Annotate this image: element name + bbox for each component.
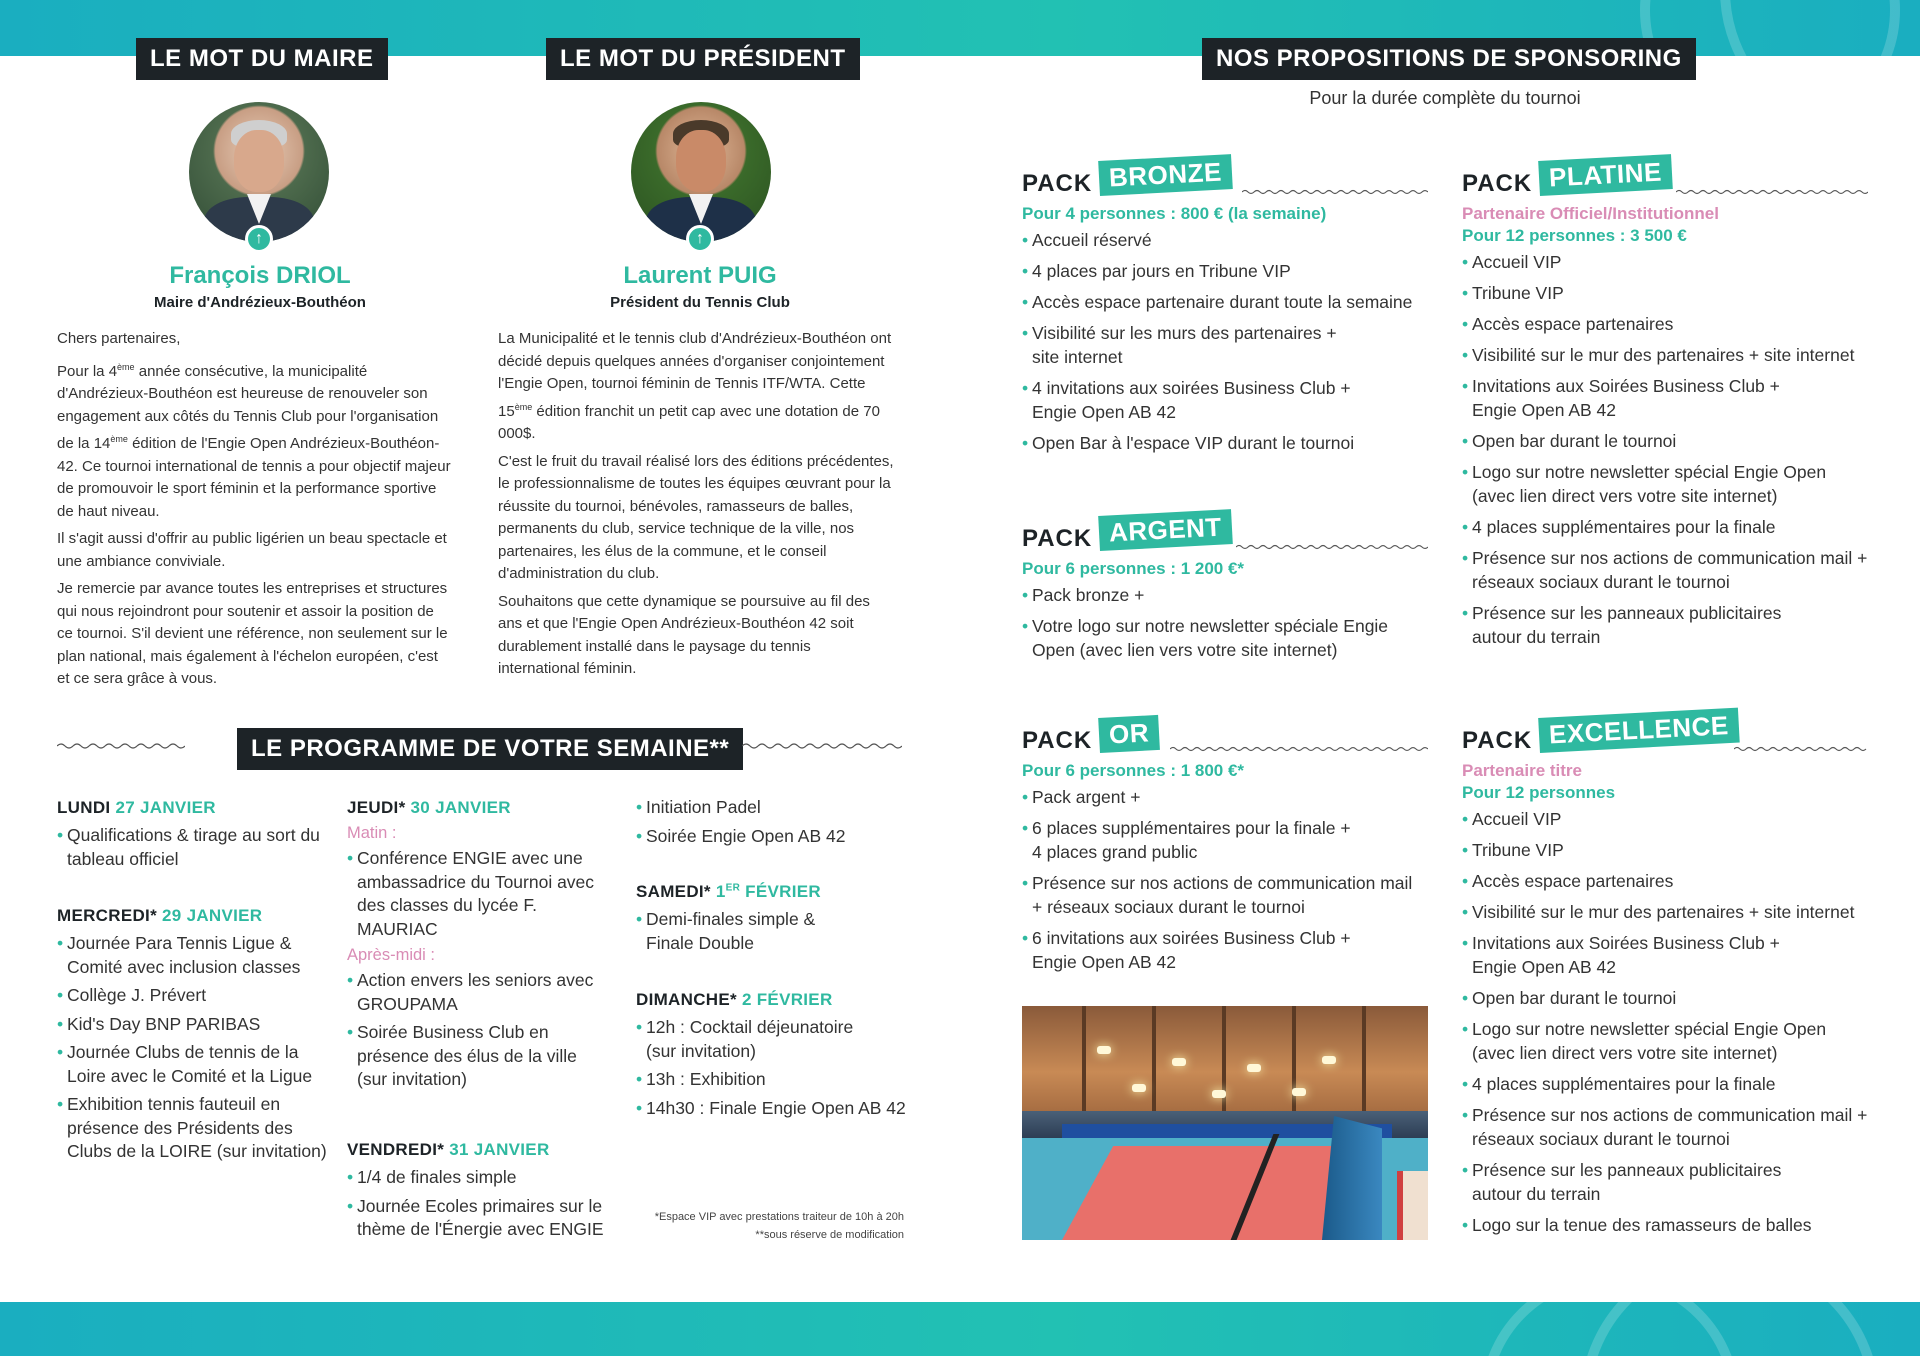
mayor-paragraph: Il s'agit aussi d'offrir au public ligérien un beau spectacle et une ambiance conviviale.: [57, 530, 447, 570]
mayor-heading: LE MOT DU MAIRE: [136, 38, 388, 80]
mayor-paragraph: Pour la 4ème année consécutive, la municipalité d'Andrézieux-Bouthéon est heureuse de renouveler son engagement aux côtés du Tennis Club pour l'organisation de la 14ème édition de l'Engie Open Andrézieux-Bouthéon-42. Ce tournoi international de tennis a pour objectif majeur de promouvoir le sport féminin et la performance sportive de haut niveau.: [57, 361, 451, 520]
pack-word: PACK: [1462, 170, 1533, 197]
list-item: • Conférence ENGIE avec une ambassadrice du Tournoi avec des classes du lycée F. MAURIAC: [347, 847, 609, 941]
pack-word: PACK: [1022, 170, 1093, 197]
list-item: • Journée Para Tennis Ligue & Comité avec inclusion classes: [57, 932, 327, 979]
list-item: • 14h30 : Finale Engie Open AB 42: [636, 1097, 906, 1121]
list-item: • Soirée Engie Open AB 42: [636, 825, 906, 849]
pack-partner-type: Partenaire Officiel/Institutionnel: [1462, 204, 1719, 223]
pack-tag: PLATINE: [1538, 154, 1672, 196]
day-title: MERCREDI* 29 JANVIER: [57, 906, 263, 925]
list-item: • Initiation Padel: [636, 796, 906, 820]
pack-price: Pour 4 personnes : 800 € (la semaine): [1022, 204, 1327, 223]
pack-word: PACK: [1022, 727, 1093, 754]
wavy-divider: [742, 742, 902, 750]
day-mercredi: [57, 906, 327, 1169]
pack-bronze: [1022, 148, 1432, 462]
pack-partner-type: Partenaire titre: [1462, 761, 1582, 780]
list-item: • Accès espace partenaires: [1462, 869, 1882, 893]
day-title: DIMANCHE* 2 FÉVRIER: [636, 990, 833, 1009]
day-lundi: [57, 798, 327, 876]
list-item: • Accueil VIP: [1462, 807, 1882, 831]
list-item: • Accueil VIP: [1462, 250, 1882, 274]
pack-tag: ARGENT: [1098, 509, 1232, 551]
list-item: • 12h : Cocktail déjeunatoire (sur invitation): [636, 1016, 866, 1063]
president-role: Président du Tennis Club: [610, 294, 790, 311]
list-item: • Tribune VIP: [1462, 281, 1882, 305]
list-item: • Accès espace partenaire durant toute la semaine: [1022, 290, 1432, 314]
president-paragraph: La Municipalité et le tennis club d'Andrézieux-Bouthéon ont décidé depuis quelques années d'organiser conjointement l'Engie Open, tournoi féminin de Tennis ITF/WTA. Cette 15ème édition franchit un petit cap avec une dotation de 70 000$.: [498, 330, 892, 442]
pack-tag: EXCELLENCE: [1538, 708, 1739, 753]
tennis-court-photo: [1022, 1006, 1428, 1240]
president-letter: [498, 328, 896, 686]
list-item: • Présence sur les panneaux publicitaires autour du terrain: [1462, 1158, 1802, 1206]
sponsoring-subtitle: Pour la durée complète du tournoi: [1309, 88, 1581, 108]
list-item: • Exhibition tennis fauteuil en présence des Présidents des Clubs de la LOIRE (sur invitation): [57, 1093, 327, 1164]
mayor-paragraph: Je remercie par avance toutes les entreprises et structures qui nous rejoindront pour soutenir et assoir la position de ce tournoi. S'il devient une référence, non seulement sur le plan national, mais également à l'échelon européen, c'est et ce sera grâce à vous.: [57, 580, 448, 687]
footnotes: [560, 1208, 904, 1244]
sponsoring-heading: NOS PROPOSITIONS DE SPONSORING: [1202, 38, 1696, 80]
list-item: • Journée Ecoles primaires sur le thème de l'Énergie avec ENGIE: [347, 1195, 609, 1242]
pack-platine: [1462, 148, 1882, 656]
footnote: *Espace VIP avec prestations traiteur de 10h à 20h: [654, 1211, 904, 1223]
day-title: VENDREDI* 31 JANVIER: [347, 1140, 550, 1159]
pack-argent: [1022, 503, 1432, 669]
mayor-letter: [57, 328, 453, 696]
list-item: • Pack argent +: [1022, 785, 1432, 809]
list-item: • Votre logo sur notre newsletter spéciale Engie Open (avec lien vers votre site internet): [1022, 614, 1402, 662]
time-label: Matin :: [347, 824, 397, 842]
arrow-up-icon: ↑: [245, 225, 273, 253]
day-title: LUNDI 27 JANVIER: [57, 798, 216, 817]
pack-excellence: [1462, 705, 1882, 1244]
list-item: • Logo sur notre newsletter spécial Engie Open (avec lien direct vers votre site internet): [1462, 1017, 1862, 1065]
day-jeudi: [347, 798, 609, 1097]
mayor-name: François DRIOL: [169, 262, 351, 289]
time-label: Après-midi :: [347, 946, 436, 964]
list-item: • Open bar durant le tournoi: [1462, 429, 1882, 453]
pack-tag: OR: [1098, 715, 1160, 753]
day-dimanche: [636, 990, 906, 1125]
pack-price: Pour 6 personnes : 1 200 €*: [1022, 559, 1245, 578]
list-item: • Journée Clubs de tennis de la Loire avec le Comité et la Ligue: [57, 1041, 327, 1088]
mayor-paragraph: Chers partenaires,: [57, 330, 181, 347]
bottom-band: [0, 1302, 1920, 1356]
list-item: • Invitations aux Soirées Business Club + Engie Open AB 42: [1462, 931, 1792, 979]
president-paragraph: Souhaitons que cette dynamique se poursuive au fil des ans et que l'Engie Open Andrézieux-Bouthéon 42 soit durablement installé dans le paysage du tennis international féminin.: [498, 592, 870, 677]
list-item: • Tribune VIP: [1462, 838, 1882, 862]
band-swirl: [1580, 1302, 1880, 1356]
list-item: • Demi-finales simple & Finale Double: [636, 908, 826, 955]
list-item: • Présence sur nos actions de communication mail + réseaux sociaux durant le tournoi: [1462, 1103, 1872, 1151]
mayor-role: Maire d'Andrézieux-Bouthéon: [154, 294, 366, 311]
list-item: • Invitations aux Soirées Business Club + Engie Open AB 42: [1462, 374, 1792, 422]
list-item: • Présence sur nos actions de communication mail + réseaux sociaux durant le tournoi: [1022, 871, 1427, 919]
list-item: • Open bar durant le tournoi: [1462, 986, 1882, 1010]
day-title: SAMEDI* 1ER FÉVRIER: [636, 882, 821, 901]
pack-tag: BRONZE: [1098, 154, 1232, 196]
list-item: • Open Bar à l'espace VIP durant le tournoi: [1022, 431, 1432, 455]
list-item: • Visibilité sur les murs des partenaires + site internet: [1022, 321, 1342, 369]
list-item: • Accès espace partenaires: [1462, 312, 1882, 336]
list-item: • Collège J. Prévert: [57, 984, 327, 1008]
president-paragraph: C'est le fruit du travail réalisé lors des éditions précédentes, le professionnalisme de toutes les équipes œuvrant pour la réussite du tournoi, bénévoles, ramasseurs de balles, permanents du club, service technique de la ville, nos partenaires, les élus de la commune, et le conseil d'administration du club.: [498, 452, 894, 582]
pack-word: PACK: [1462, 727, 1533, 754]
list-item: • Présence sur nos actions de communication mail + réseaux sociaux durant le tournoi: [1462, 546, 1872, 594]
list-item: • 4 places supplémentaires pour la finale: [1462, 1072, 1882, 1096]
pack-price: Pour 12 personnes : 3 500 €: [1462, 226, 1687, 245]
list-item: • 6 places supplémentaires pour la finale + 4 places grand public: [1022, 816, 1362, 864]
day-samedi: [636, 882, 906, 960]
list-item: • 4 places par jours en Tribune VIP: [1022, 259, 1432, 283]
footnote: **sous réserve de modification: [755, 1229, 904, 1241]
list-item: • 4 places supplémentaires pour la finale: [1462, 515, 1882, 539]
list-item: • Logo sur la tenue des ramasseurs de balles: [1462, 1213, 1882, 1237]
president-heading: LE MOT DU PRÉSIDENT: [546, 38, 860, 80]
president-avatar: [631, 102, 771, 242]
list-item: • Visibilité sur le mur des partenaires + site internet: [1462, 900, 1882, 924]
list-item: • 4 invitations aux soirées Business Club + Engie Open AB 42: [1022, 376, 1352, 424]
president-name: Laurent PUIG: [623, 262, 777, 289]
band-swirl: [1720, 0, 1920, 56]
list-item: • Logo sur notre newsletter spécial Engie Open (avec lien direct vers votre site internet): [1462, 460, 1862, 508]
list-item: • Qualifications & tirage au sort du tableau officiel: [57, 824, 327, 871]
list-item: • Visibilité sur le mur des partenaires + site internet: [1462, 343, 1882, 367]
list-item: • Soirée Business Club en présence des élus de la ville (sur invitation): [347, 1021, 609, 1092]
pack-or: [1022, 705, 1432, 981]
list-item: • 13h : Exhibition: [636, 1068, 906, 1092]
list-item: • Présence sur les panneaux publicitaires autour du terrain: [1462, 601, 1802, 649]
programme-heading: LE PROGRAMME DE VOTRE SEMAINE**: [237, 728, 743, 770]
day-title: JEUDI* 30 JANVIER: [347, 798, 511, 817]
pack-word: PACK: [1022, 525, 1093, 552]
pack-price: Pour 6 personnes : 1 800 €*: [1022, 761, 1245, 780]
mayor-avatar: [189, 102, 329, 242]
list-item: • Accueil réservé: [1022, 228, 1432, 252]
list-item: • Kid's Day BNP PARIBAS: [57, 1013, 327, 1037]
day-jeudi-continued: [636, 796, 906, 853]
list-item: • Pack bronze +: [1022, 583, 1432, 607]
pack-price: Pour 12 personnes: [1462, 783, 1616, 802]
arrow-up-icon: ↑: [686, 225, 714, 253]
list-item: • 1/4 de finales simple: [347, 1166, 609, 1190]
list-item: • Action envers les seniors avec GROUPAMA: [347, 969, 609, 1016]
list-item: • 6 invitations aux soirées Business Club + Engie Open AB 42: [1022, 926, 1362, 974]
wavy-divider: [57, 742, 185, 750]
